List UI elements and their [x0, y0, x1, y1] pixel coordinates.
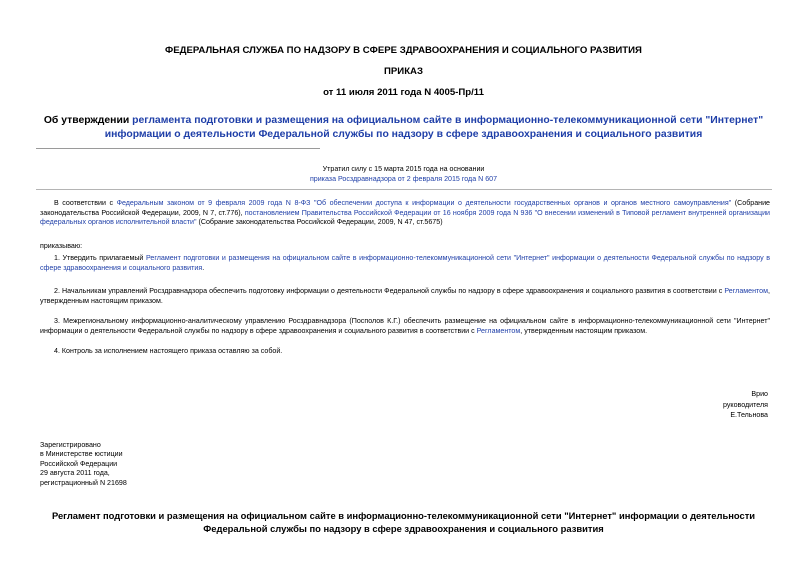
preamble-text-2: (Собрание законодательства Российской Федерации, 2009, N 7, ст.776),	[40, 199, 770, 217]
item-1-text: 1. Утвердить прилагаемый	[54, 254, 146, 262]
document-subject	[30, 114, 777, 141]
order-item-2	[40, 287, 770, 306]
regulation-title: Регламент подготовки и размещения на официальном сайте в информационно-телекоммуникационной сети "Интернет" информации о деятельности Федеральной службы по надзору в сфере здравоохранения и социального развития	[51, 510, 756, 534]
repeal-order-link[interactable]: приказа Росздравнадзора от 2 февраля 2015 года N 607	[309, 175, 498, 183]
divider-short	[36, 148, 320, 149]
federal-law-link[interactable]: Федеральным законом от 9 февраля 2009 года N 8-ФЗ "Об обеспечении доступа к информации о деятельности государственных органов и органов местного самоуправления"	[116, 199, 732, 207]
signature-name: Е.Тельнова	[730, 411, 768, 419]
item-2-end: , утвержденным настоящим приказом.	[40, 287, 770, 305]
document-date-number: от 11 июля 2011 года N 4005-Пр/11	[323, 87, 484, 98]
signature-block	[568, 389, 768, 421]
registration-line-2: в Министерстве юстиции	[40, 450, 123, 459]
registration-line-3: Российской Федерации	[40, 459, 118, 468]
signature-title-2: руководителя	[723, 400, 768, 409]
order-item-3	[40, 317, 770, 336]
registration-block	[40, 441, 290, 488]
preamble-paragraph	[40, 199, 770, 228]
government-resolution-link[interactable]: постановлением Правительства Российской Федерации от 16 ноября 2009 года N 936 "О внесении изменений в Типовой регламент внутренней организации федеральных органов исполнительной власти"	[40, 208, 770, 227]
document-type: ПРИКАЗ	[384, 66, 423, 77]
preamble-text-1: В соответствии с	[54, 199, 117, 207]
divider-full	[36, 189, 772, 190]
registration-line-4: 29 августа 2011 года,	[40, 469, 110, 478]
subject-prefix: Об утверждении	[43, 115, 133, 126]
item-3-text: 3. Межрегиональному информационно-аналитическому управлению Росздравнадзора (Посполов К.Г.) обеспечить размещение на официальном сайте в информационно-телекоммуникационной сети "Интернет" информации о деятельности Федеральной службы по надзору в сфере здравоохранения и социального развития в соответствии с	[40, 317, 770, 335]
order-item-1	[40, 254, 770, 273]
status-note-text: Утратил силу с 15 марта 2015 года на основании	[322, 165, 485, 173]
agency-title: ФЕДЕРАЛЬНАЯ СЛУЖБА ПО НАДЗОРУ В СФЕРЕ ЗДРАВООХРАНЕНИЯ И СОЦИАЛЬНОГО РАЗВИТИЯ	[165, 45, 642, 56]
subject-link[interactable]: регламента подготовки и размещения на официальном сайте в информационно-телекоммуникационной сети "Интернет" информации о деятельности Федеральной службы по надзору в сфере здравоохранения и социального развития	[104, 115, 764, 140]
regulation-link-2[interactable]: Регламентом	[724, 287, 769, 295]
item-3-end: , утвержденным настоящим приказом.	[520, 326, 648, 335]
status-note	[230, 164, 577, 184]
preamble-text-3: (Собрание законодательства Российской Федерации, 2009, N 47, ст.5675)	[196, 218, 443, 227]
order-word: приказываю:	[40, 242, 83, 250]
regulation-link[interactable]: Регламент подготовки и размещения на официальном сайте в информационно-телекоммуникационной сети "Интернет" информации о деятельности Федеральной службы по надзору в сфере здравоохранения и социального развития	[40, 254, 771, 272]
order-item-4: 4. Контроль за исполнением настоящего приказа оставляю за собой.	[54, 347, 283, 355]
registration-line-1: Зарегистрировано	[40, 441, 101, 449]
item-1-end: .	[202, 263, 205, 272]
registration-line-5: регистрационный N 21698	[40, 478, 127, 487]
regulation-link-3[interactable]: Регламентом	[476, 326, 521, 335]
item-2-text: 2. Начальникам управлений Росздравнадзора обеспечить подготовку информации о деятельности Федеральной службы по надзору в сфере здравоохранения и социального развития в соответствии с	[54, 287, 725, 295]
signature-title-1: Врио	[751, 390, 768, 398]
